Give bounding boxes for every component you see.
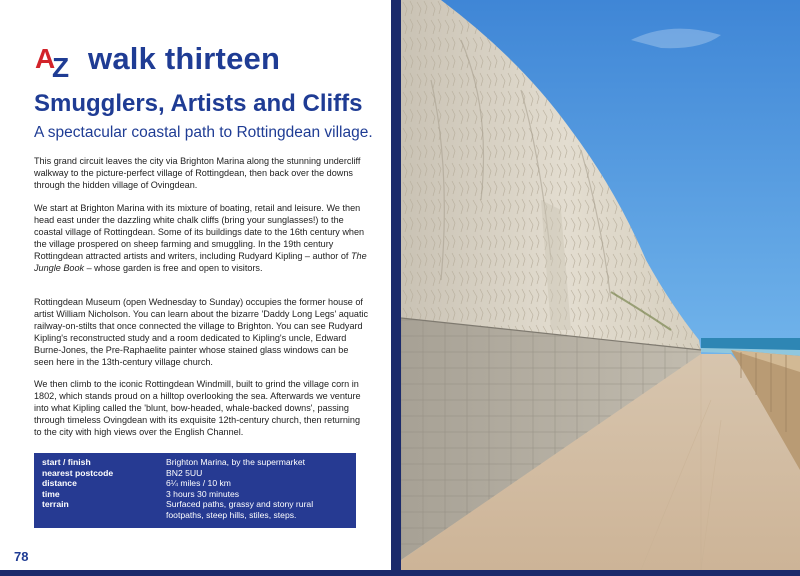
info-label: start / finish xyxy=(42,457,91,467)
svg-text:A: A xyxy=(35,43,56,74)
paragraph-intro: This grand circuit leaves the city via Brighton Marina along the stunning undercliff walkway to the picture-perfect village of Rottingdean, then back over the downs through the hidden village of Ovingdean. xyxy=(34,156,361,190)
page-title: Smugglers, Artists and Cliffs xyxy=(34,90,363,117)
info-label: time xyxy=(42,488,60,499)
walk-info-panel xyxy=(34,453,356,528)
info-row-postcode xyxy=(42,468,348,479)
paragraph-route-end: – whose garden is free and open to visitors. xyxy=(84,262,263,273)
body-text xyxy=(34,156,370,450)
info-label: terrain xyxy=(42,499,69,510)
info-row-distance xyxy=(42,478,348,489)
page-number: 78 xyxy=(14,549,29,564)
paragraph-route xyxy=(34,203,370,286)
info-row-terrain xyxy=(42,499,348,520)
page-bottom-edge xyxy=(0,570,800,576)
walk-title: walk thirteen xyxy=(88,41,281,76)
info-row-start xyxy=(42,457,348,468)
info-value: 3 hours 30 minutes xyxy=(166,488,240,499)
info-value: 6¼ miles / 10 km xyxy=(166,478,231,489)
paragraph-windmill: We then climb to the iconic Rottingdean Windmill, built to grind the village corn in 1802, which stands proud on a hilltop overlooking the sea. Afterwards we venture into what Kipling called the 'blunt, bow-headed, whale-backed downs', passing through timeless Ovingdean with its exquisite 12th-century church, then returning to the city with high views over the English Channel. xyxy=(34,379,361,437)
chalk-cliff-photo-icon xyxy=(401,0,800,570)
paragraph-route-text: We start at Brighton Marina with its mixture of boating, retail and leisure. We then head east under the dazzling white chalk cliffs (bring your sunglasses!) to the coastal village of Rottingdean. Some of its buildings date to the 16th century when the village prospered on sheep farming and smuggling. In the 19th century Rottingdean attracted artists and writers, including Rudyard Kipling – author of xyxy=(34,203,365,261)
left-page xyxy=(0,0,391,570)
info-row-time xyxy=(42,489,348,500)
az-logo-icon xyxy=(34,40,82,80)
info-label: nearest postcode xyxy=(42,467,114,478)
page-subtitle: A spectacular coastal path to Rottingdean village. xyxy=(34,124,373,141)
right-page-photo xyxy=(401,0,800,570)
info-value: Brighton Marina, by the supermarket xyxy=(166,457,305,467)
svg-text:Z: Z xyxy=(52,52,70,80)
info-value: BN2 5UU xyxy=(166,467,203,478)
book-title-jungle-book: The Jungle Book xyxy=(34,250,367,273)
page-gutter xyxy=(391,0,401,576)
info-label: distance xyxy=(42,478,77,489)
info-value: Surfaced paths, grassy and stony rural footpaths, steep hills, stiles, steps. xyxy=(166,499,314,520)
paragraph-museum: Rottingdean Museum (open Wednesday to Sunday) occupies the former house of artist William Nicholson. You can learn about the bizarre 'Daddy Long Legs' aquatic railway-on-stilts that once connected the village to Brighton. You can see Rudyard Kipling's reconstructed study and a room dedicated to Kipling's uncle, Edward Burne-Jones, the Pre-Raphaelite painter whose stained glass windows can be seen here in the 13th-century village church. xyxy=(34,297,369,367)
